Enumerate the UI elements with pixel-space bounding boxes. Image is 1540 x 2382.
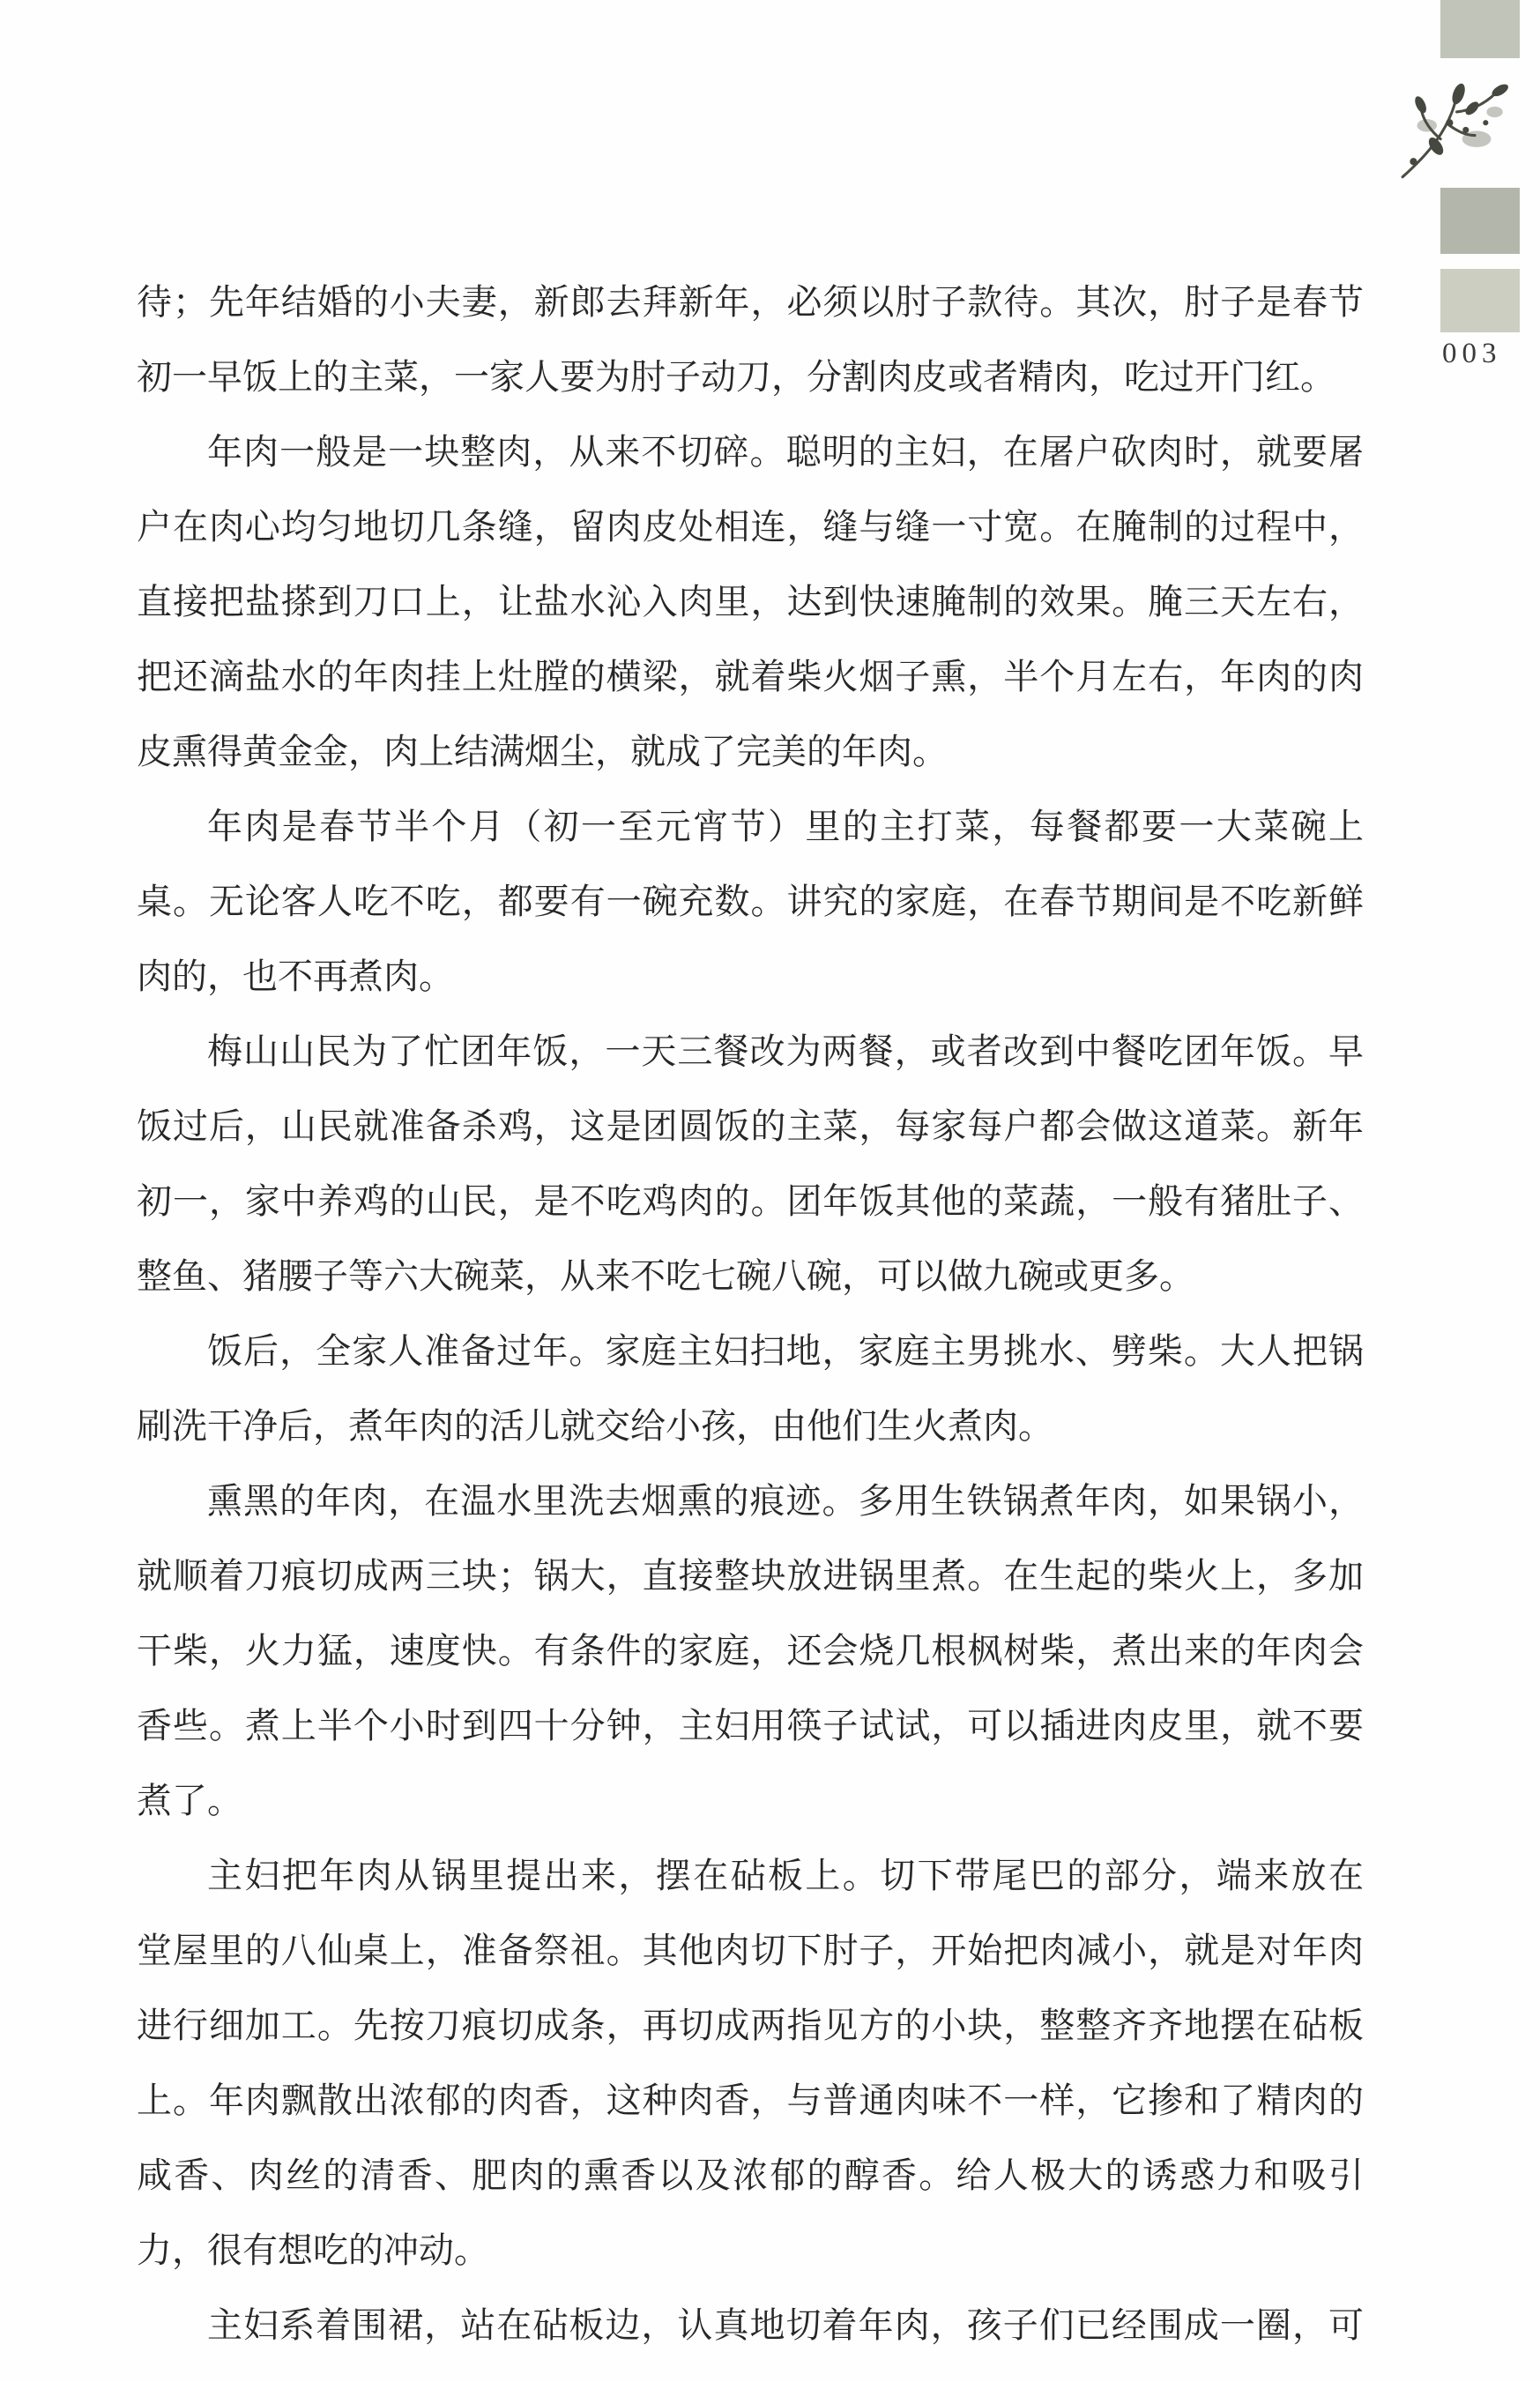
text-line: 待；先年结婚的小夫妻，新郎去拜新年，必须以肘子款待。其次，肘子是春节 [137, 282, 1364, 322]
decorative-square [1440, 188, 1520, 254]
page-number: 003 [1442, 338, 1502, 369]
text-line: 整鱼、猪腰子等六大碗菜，从来不吃七碗八碗，可以做九碗或更多。 [137, 1256, 1194, 1296]
text-line: 上。年肉飘散出浓郁的肉香，这种肉香，与普通肉味不一样，它掺和了精肉的 [137, 2081, 1364, 2120]
text-line: 年肉一般是一块整肉，从来不切碎。聪明的主妇，在屠户砍肉时，就要屠 [207, 432, 1364, 472]
text-line: 主妇系着围裙，站在砧板边，认真地切着年肉，孩子们已经围成一圈，可 [207, 2305, 1364, 2345]
text-line: 煮了。 [137, 1781, 242, 1820]
text-line: 户在肉心均匀地切几条缝，留肉皮处相连，缝与缝一寸宽。在腌制的过程中， [137, 507, 1364, 547]
text-line: 初一，家中养鸡的山民，是不吃鸡肉的。团年饭其他的菜蔬，一般有猪肚子、 [137, 1181, 1364, 1221]
text-line: 力，很有想吃的冲动。 [137, 2230, 489, 2270]
text-line: 饭过后，山民就准备杀鸡，这是团圆饭的主菜，每家每户都会做这道菜。新年 [137, 1106, 1364, 1146]
text-line: 梅山山民为了忙团年饭，一天三餐改为两餐，或者改到中餐吃团年饭。早 [207, 1031, 1364, 1071]
text-line: 初一早饭上的主菜，一家人要为肘子动刀，分割肉皮或者精肉，吃过开门红。 [137, 357, 1335, 397]
body-text [137, 264, 1364, 2363]
text-line: 干柴，火力猛，速度快。有条件的家庭，还会烧几根枫树柴，煮出来的年肉会 [137, 1631, 1364, 1671]
text-line: 堂屋里的八仙桌上，准备祭祖。其他肉切下肘子，开始把肉减小，就是对年肉 [137, 1931, 1364, 1970]
decorative-square [1440, 0, 1520, 58]
text-line: 刷洗干净后，煮年肉的活儿就交给小孩，由他们生火煮肉。 [137, 1406, 1053, 1446]
text-line: 肉的，也不再煮肉。 [137, 957, 454, 996]
text-line: 皮熏得黄金金，肉上结满烟尘，就成了完美的年肉。 [137, 732, 948, 771]
text-line: 年肉是春节半个月（初一至元宵节）里的主打菜，每餐都要一大菜碗上 [207, 807, 1364, 846]
text-line: 把还滴盐水的年肉挂上灶膛的横梁，就着柴火烟子熏，半个月左右，年肉的肉 [137, 657, 1364, 696]
text-line: 进行细加工。先按刀痕切成条，再切成两指见方的小块，整整齐齐地摆在砧板 [137, 2006, 1364, 2045]
decorative-square [1440, 269, 1520, 332]
text-line: 主妇把年肉从锅里提出来，摆在砧板上。切下带尾巴的部分，端来放在 [207, 1856, 1364, 1895]
text-line: 熏黑的年肉，在温水里洗去烟熏的痕迹。多用生铁锅煮年肉，如果锅小， [207, 1481, 1364, 1521]
text-line: 香些。煮上半个小时到四十分钟，主妇用筷子试试，可以插进肉皮里，就不要 [137, 1706, 1364, 1746]
botanical-illustration [1386, 76, 1522, 189]
text-line: 饭后，全家人准备过年。家庭主妇扫地，家庭主男挑水、劈柴。大人把锅 [207, 1331, 1364, 1371]
text-line: 咸香、肉丝的清香、肥肉的熏香以及浓郁的醇香。给人极大的诱惑力和吸引 [137, 2155, 1364, 2195]
text-line: 桌。无论客人吃不吃，都要有一碗充数。讲究的家庭，在春节期间是不吃新鲜 [137, 882, 1364, 921]
text-line: 直接把盐搽到刀口上，让盐水沁入肉里，达到快速腌制的效果。腌三天左右， [137, 582, 1364, 622]
text-line: 就顺着刀痕切成两三块；锅大，直接整块放进锅里煮。在生起的柴火上，多加 [137, 1556, 1364, 1596]
plant-icon [1386, 76, 1522, 189]
